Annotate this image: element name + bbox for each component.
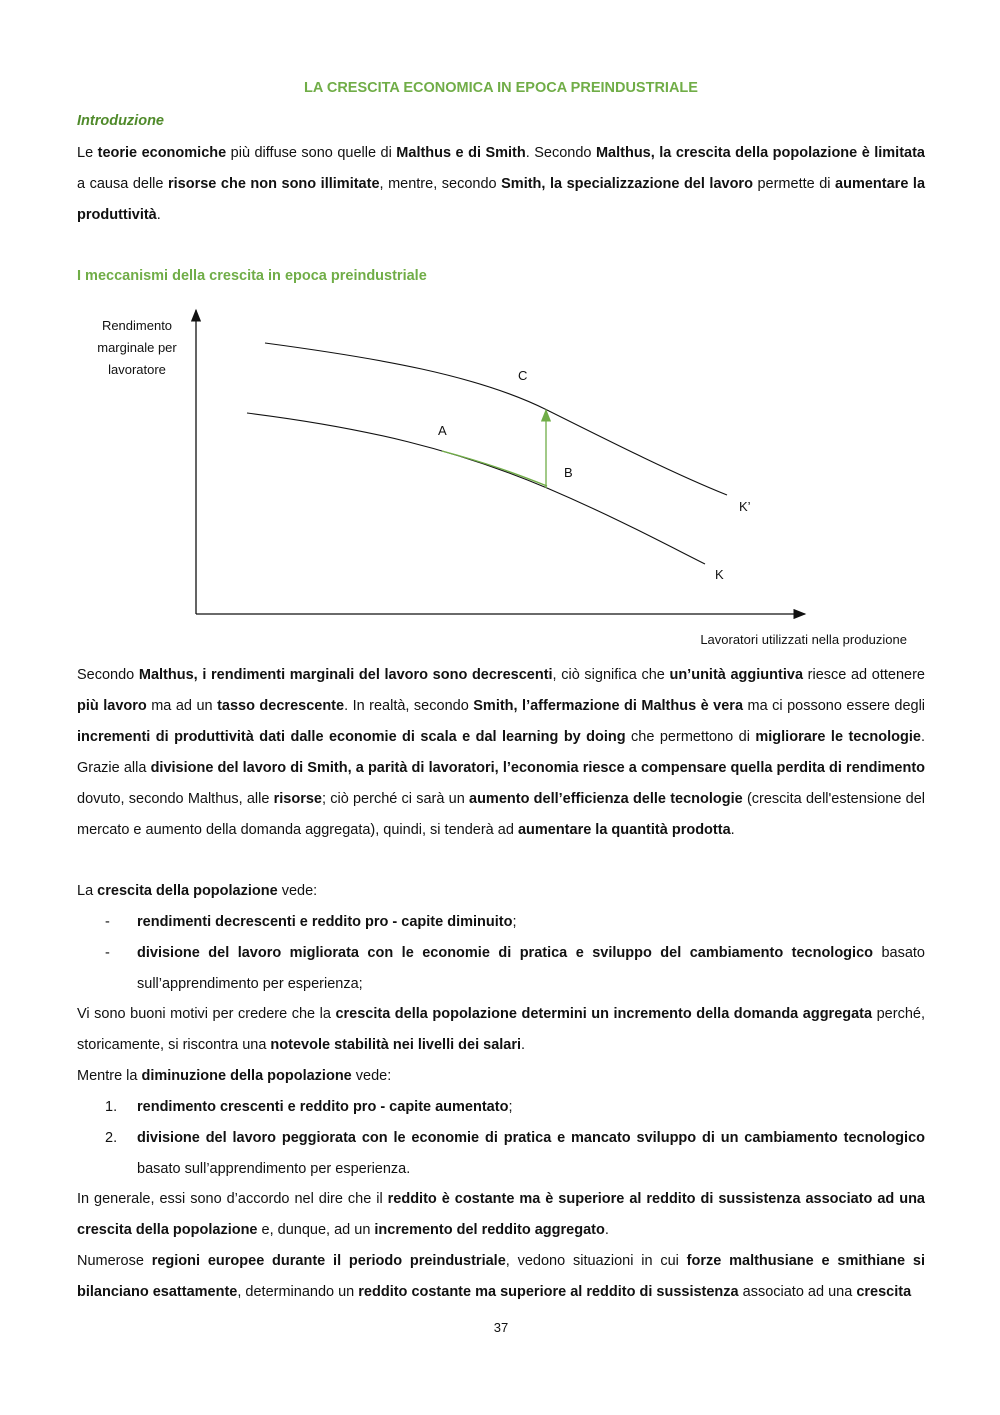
bold-text-run: forze malthusiane e smithiane si bilanciano esattamente — [77, 1253, 925, 1300]
label-b: B — [564, 465, 573, 480]
text-run: perché, storicamente, si riscontra una — [77, 1006, 925, 1053]
text-run: . — [730, 822, 735, 838]
bold-text-run: aumentare la produttività — [77, 176, 926, 223]
text-run: (crescita dell'estensione del mercato e aumento della domanda aggregata), quindi, si tenderà ad — [77, 791, 925, 838]
text-run: associato ad una — [738, 1284, 857, 1300]
text-run: basato sull’apprendimento per esperienza. — [137, 1161, 411, 1177]
bold-text-run: aumento dell’efficienza delle tecnologie — [469, 791, 743, 807]
text-run: più diffuse sono quelle di — [226, 145, 397, 161]
list-item-text — [137, 945, 925, 992]
bold-text-run: aumentare la quantità prodotta — [517, 822, 731, 838]
text-run: La — [77, 883, 98, 899]
bold-text-run: crescita della popolazione — [97, 883, 278, 899]
marginal-return-figure — [77, 300, 925, 660]
ylabel-line-2: marginale per — [97, 340, 177, 355]
text-run: Vi sono buoni motivi per credere che la — [77, 1006, 336, 1022]
list-marker: - — [105, 945, 110, 961]
text-run: ; — [508, 1099, 513, 1115]
bold-text-run: divisione del lavoro migliorata con le economie di pratica e sviluppo del cambiamento tecnologico — [137, 945, 873, 961]
text-run: basato sull’apprendimento per esperienza; — [137, 945, 925, 992]
text-run: dovuto, secondo Malthus, alle — [77, 791, 274, 807]
label-kprime: K’ — [739, 499, 751, 514]
page-title: LA CRESCITA ECONOMICA IN EPOCA PREINDUSTRIALE — [304, 80, 698, 96]
text-run: In generale, essi sono d’accordo nel dire che il — [77, 1191, 388, 1207]
demand-paragraph — [77, 999, 925, 1061]
bold-text-run: Smith, l’affermazione di Malthus è vera — [473, 698, 744, 714]
text-run: . — [604, 1222, 609, 1238]
marginal-return-diagram — [77, 300, 925, 660]
text-run: . In realtà, secondo — [344, 698, 474, 714]
xlabel: Lavoratori utilizzati nella produzione — [700, 632, 907, 647]
decline-list — [77, 1092, 925, 1185]
bold-text-run: teorie economiche — [97, 145, 227, 161]
text-run: ; — [512, 914, 517, 930]
bold-text-run: risorse che non sono illimitate — [168, 176, 380, 192]
text-run: ma ci possono essere degli — [743, 698, 926, 714]
ylabel-line-3: lavoratore — [108, 362, 166, 377]
text-run: Numerose — [77, 1253, 152, 1269]
text-run: , mentre, secondo — [379, 176, 502, 192]
bold-text-run: tasso decrescente — [217, 698, 345, 714]
text-run: , vedono situazioni in cui — [505, 1253, 687, 1269]
segment-a-b — [442, 451, 547, 486]
bold-text-run: rendimento crescenti e reddito pro - capite aumentato — [137, 1099, 509, 1115]
bold-text-run: crescita della popolazione determini un incremento della domanda aggregata — [335, 1006, 873, 1022]
intro-paragraph — [77, 138, 925, 231]
bold-text-run: notevole stabilità nei livelli dei salari — [270, 1037, 522, 1053]
bold-text-run: divisione del lavoro peggiorata con le economie di pratica e mancato sviluppo di un cambiamento tecnologico — [137, 1130, 925, 1146]
bold-text-run: Malthus, la crescita della popolazione è limitata — [595, 145, 926, 161]
text-run: , determinando un — [237, 1284, 359, 1300]
curve-k — [247, 413, 705, 564]
text-run: e, dunque, ad un — [257, 1222, 375, 1238]
bold-text-run: regioni europee durante il periodo preindustriale — [151, 1253, 506, 1269]
bold-text-run: Malthus e di Smith — [396, 145, 526, 161]
text-run: Le — [77, 145, 98, 161]
growth-list-item — [77, 907, 925, 938]
text-run: vede: — [351, 1068, 392, 1084]
bold-text-run: Smith, la specializzazione del lavoro — [501, 176, 753, 192]
text-run: , ciò significa che — [552, 667, 670, 683]
bold-text-run: divisione del lavoro di Smith, a parità di lavoratori, l’economia riesce a compensare quella perdita di rendimento — [150, 760, 926, 776]
bold-text-run: reddito costante ma superiore al reddito di sussistenza — [358, 1284, 739, 1300]
bold-text-run: Malthus, i rendimenti marginali del lavoro sono decrescenti — [138, 667, 553, 683]
list-item-text — [137, 1099, 512, 1115]
text-run: permette di — [752, 176, 836, 192]
list-marker: 2. — [105, 1130, 118, 1146]
text-run: . Secondo — [525, 145, 596, 161]
intro-heading: Introduzione — [77, 113, 164, 129]
page-number: 37 — [493, 1320, 509, 1335]
bold-text-run: incremento del reddito aggregato — [374, 1222, 605, 1238]
growth-intro — [77, 876, 925, 907]
bold-text-run: incrementi di produttività dati dalle economie di scala e dal learning by doing — [77, 729, 626, 745]
text-run: ma ad un — [146, 698, 218, 714]
list-marker: 1. — [105, 1099, 118, 1115]
text-run: Mentre la — [77, 1068, 142, 1084]
bold-text-run: migliorare le tecnologie — [755, 729, 921, 745]
bold-text-run: più lavoro — [77, 698, 147, 714]
decline-list-item — [77, 1092, 925, 1123]
growth-list — [77, 907, 925, 1000]
label-k: K — [715, 567, 724, 582]
text-run: . — [156, 207, 161, 223]
list-item-text — [137, 1130, 925, 1177]
bold-text-run: un’unità aggiuntiva — [669, 667, 804, 683]
label-a: A — [438, 423, 447, 438]
decline-list-item — [77, 1123, 925, 1185]
curve-kprime — [265, 343, 727, 495]
text-run: riesce ad ottenere — [803, 667, 925, 683]
text-run: . Grazie alla — [77, 729, 925, 776]
text-run: Secondo — [77, 667, 139, 683]
growth-list-item — [77, 938, 925, 1000]
malthus-smith-paragraph — [77, 660, 925, 846]
agreement-paragraph — [77, 1184, 925, 1246]
bold-text-run: diminuzione della popolazione — [141, 1068, 352, 1084]
bold-text-run: crescita — [856, 1284, 912, 1300]
list-marker: - — [105, 914, 110, 930]
decline-intro — [77, 1061, 925, 1092]
bold-text-run: risorse — [273, 791, 322, 807]
section-heading: I meccanismi della crescita in epoca preindustriale — [77, 268, 427, 284]
text-run: che permettono di — [625, 729, 756, 745]
regions-paragraph — [77, 1246, 925, 1308]
text-run: a causa delle — [77, 176, 168, 192]
text-run: . — [521, 1037, 526, 1053]
text-run: vede: — [277, 883, 318, 899]
ylabel-line-1: Rendimento — [101, 318, 173, 333]
bold-text-run: reddito è costante ma è superiore al reddito di sussistenza associato ad una crescita della popolazione — [77, 1191, 925, 1238]
label-c: C — [518, 368, 528, 383]
bold-text-run: rendimenti decrescenti e reddito pro - capite diminuito — [137, 914, 513, 930]
text-run: ; ciò perché ci sarà un — [322, 791, 470, 807]
list-item-text — [137, 914, 516, 930]
